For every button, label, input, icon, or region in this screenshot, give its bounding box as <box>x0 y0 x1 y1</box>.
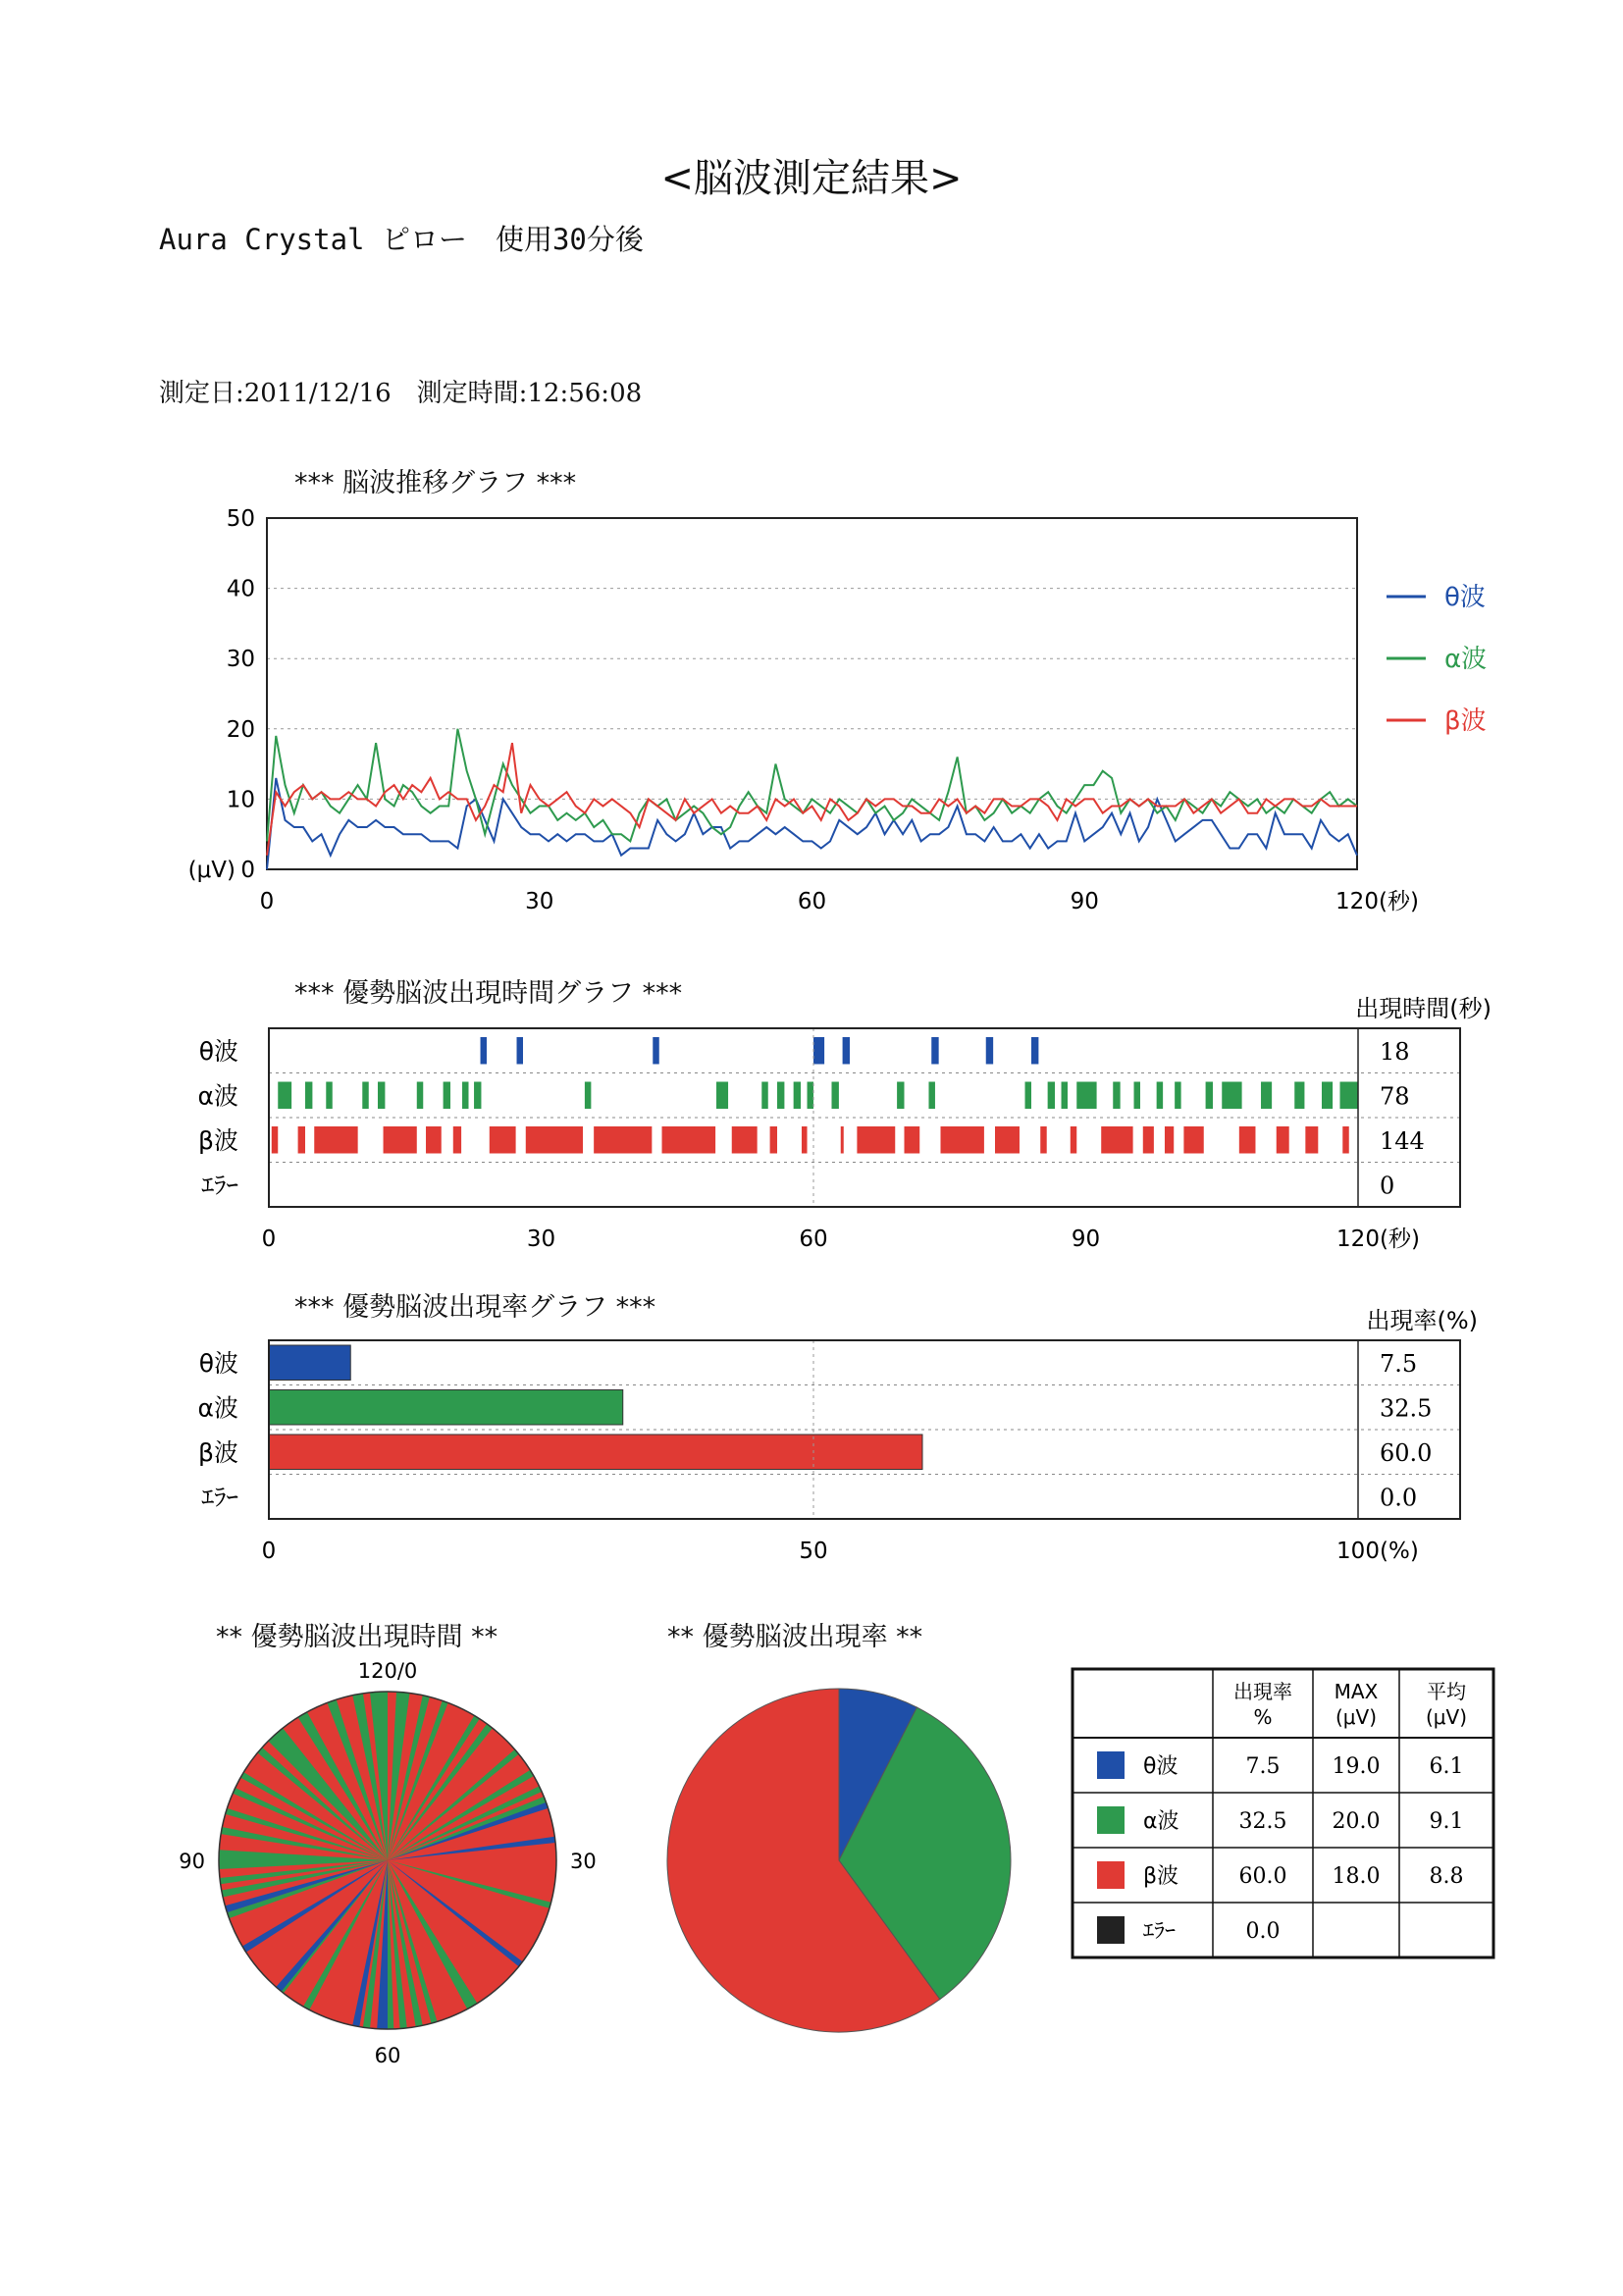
event-segment <box>326 1082 332 1110</box>
event-segment <box>1294 1082 1304 1110</box>
row-label: θ波 <box>1143 1754 1178 1779</box>
table-cell: 8.8 <box>1429 1864 1464 1889</box>
event-segment <box>770 1126 777 1154</box>
event-segment <box>662 1126 716 1154</box>
event-segment <box>417 1082 423 1110</box>
plot-frame <box>267 518 1357 869</box>
column-header: 出現時間(秒) <box>1355 995 1492 1022</box>
bar-value-label: 7.5 <box>1380 1349 1418 1378</box>
x-axis-label: (秒) <box>1380 1226 1420 1252</box>
row-label: β波 <box>198 1437 238 1467</box>
bar-value-label: 32.5 <box>1380 1394 1433 1423</box>
event-segment <box>986 1037 993 1065</box>
event-segment <box>490 1126 516 1154</box>
column-header: 平均 <box>1427 1680 1466 1703</box>
x-tick-label: 0 <box>259 889 275 914</box>
event-segment <box>1165 1126 1174 1154</box>
event-segment <box>1342 1126 1348 1154</box>
event-segment <box>481 1037 487 1065</box>
table-cell: 60.0 <box>1238 1864 1287 1889</box>
row-label: ｴﾗｰ <box>201 1171 238 1200</box>
rate-pie-title: ** 優勢脳波出現率 ** <box>667 1622 923 1652</box>
x-tick-label: 120 <box>1335 889 1379 914</box>
event-segment <box>841 1126 844 1154</box>
event-segment <box>278 1082 291 1110</box>
event-segment <box>813 1037 824 1065</box>
dominant-wave-time-chart <box>198 995 1492 1252</box>
event-segment <box>761 1082 767 1110</box>
column-header: 出現率 <box>1233 1680 1292 1703</box>
event-segment <box>1239 1126 1256 1154</box>
event-segment <box>1277 1126 1289 1154</box>
row-label: α波 <box>1143 1809 1179 1834</box>
legend-label: β波 <box>1444 706 1487 736</box>
event-segment <box>474 1082 481 1110</box>
event-segment <box>802 1126 808 1154</box>
y-tick-label: 30 <box>226 647 255 673</box>
dominant-wave-rate-pie <box>667 1689 1011 2032</box>
y-tick-label: 50 <box>226 506 255 532</box>
x-tick-label: 0 <box>261 1226 277 1252</box>
event-segment <box>384 1126 417 1154</box>
event-segment <box>794 1082 801 1110</box>
event-segment <box>305 1082 312 1110</box>
page-subtitle: Aura Crystal ピロー 使用30分後 <box>159 223 644 256</box>
row-label: β波 <box>198 1125 238 1155</box>
event-segment <box>453 1126 461 1154</box>
event-segment <box>526 1126 583 1154</box>
x-tick-label: 90 <box>1070 889 1099 914</box>
table-cell: 32.5 <box>1238 1809 1287 1834</box>
row-label: ｴﾗｰ <box>1143 1919 1177 1944</box>
x-tick-label: 50 <box>799 1539 828 1564</box>
bar-chart-title: *** 優勢脳波出現率グラフ *** <box>294 1292 656 1323</box>
event-segment <box>272 1126 278 1154</box>
clock-label-right: 30 <box>570 1850 597 1873</box>
event-segment <box>777 1082 784 1110</box>
event-segment <box>905 1126 920 1154</box>
column-header: (μV) <box>1335 1705 1378 1729</box>
event-segment <box>1143 1126 1154 1154</box>
event-segment <box>832 1082 839 1110</box>
x-axis-label: (秒) <box>1379 889 1419 914</box>
row-total: 0 <box>1380 1172 1395 1200</box>
event-segment <box>1031 1037 1038 1065</box>
x-tick-label: 60 <box>799 1226 828 1252</box>
y-tick-label: 20 <box>226 716 255 743</box>
event-segment <box>1134 1082 1140 1110</box>
x-axis-label: (%) <box>1380 1539 1419 1564</box>
event-segment <box>1157 1082 1163 1110</box>
event-segment <box>378 1082 385 1110</box>
y-axis-label: (μV) <box>187 858 236 883</box>
row-label: β波 <box>1143 1864 1179 1889</box>
legend-swatch <box>1097 1751 1125 1779</box>
legend-label: θ波 <box>1444 583 1486 612</box>
event-segment <box>1183 1126 1203 1154</box>
y-tick-label: 10 <box>226 787 255 813</box>
bar <box>269 1435 922 1470</box>
event-segment <box>1175 1082 1180 1110</box>
event-segment <box>1113 1082 1120 1110</box>
event-segment <box>517 1037 523 1065</box>
x-tick-label: 30 <box>526 1226 556 1252</box>
bar <box>269 1345 350 1381</box>
column-header: 出現率(%) <box>1366 1307 1478 1334</box>
series-line-1 <box>267 729 1357 842</box>
event-segment <box>808 1082 813 1110</box>
table-cell: 9.1 <box>1429 1809 1464 1834</box>
row-total: 78 <box>1380 1082 1410 1111</box>
event-segment <box>1076 1082 1096 1110</box>
table-cell: 18.0 <box>1332 1864 1381 1889</box>
x-tick-label: 100 <box>1336 1539 1380 1564</box>
event-segment <box>1048 1082 1055 1110</box>
event-segment <box>1222 1082 1241 1110</box>
line-chart-title: *** 脳波推移グラフ *** <box>294 468 577 498</box>
bar-value-label: 60.0 <box>1380 1438 1433 1467</box>
clock-pie-title: ** 優勢脳波出現時間 ** <box>216 1622 498 1652</box>
event-segment <box>1340 1082 1359 1110</box>
table-cell: 7.5 <box>1245 1754 1281 1779</box>
clock-label-bottom: 60 <box>374 2044 401 2067</box>
event-segment <box>928 1082 934 1110</box>
event-segment <box>314 1126 357 1154</box>
event-segment <box>857 1126 895 1154</box>
row-label: θ波 <box>198 1348 238 1378</box>
y-tick-label: 40 <box>226 576 255 602</box>
event-segment <box>897 1082 904 1110</box>
event-segment <box>931 1037 938 1065</box>
x-tick-label: 120 <box>1336 1226 1380 1252</box>
row-label: θ波 <box>198 1036 238 1066</box>
event-segment <box>995 1126 1020 1154</box>
clock-label-left: 90 <box>179 1850 205 1873</box>
dominant-wave-rate-chart <box>198 1307 1478 1564</box>
y-tick-label: 0 <box>240 858 255 883</box>
event-segment <box>843 1037 850 1065</box>
row-total: 18 <box>1380 1037 1410 1066</box>
table-cell: 20.0 <box>1332 1809 1381 1834</box>
bar-value-label: 0.0 <box>1380 1484 1418 1512</box>
legend-label: α波 <box>1444 645 1488 674</box>
event-segment <box>1062 1082 1068 1110</box>
row-label: α波 <box>197 1393 238 1423</box>
event-segment <box>1261 1082 1272 1110</box>
row-label: ｴﾗｰ <box>201 1483 238 1512</box>
dominant-wave-time-pie <box>179 1659 596 2067</box>
x-tick-label: 30 <box>525 889 554 914</box>
event-segment <box>653 1037 658 1065</box>
event-segment <box>716 1082 728 1110</box>
legend-swatch <box>1097 1916 1125 1944</box>
event-segment <box>1101 1126 1132 1154</box>
event-segment <box>462 1082 468 1110</box>
brainwave-line-chart <box>188 506 1487 914</box>
event-segment <box>362 1082 368 1110</box>
row-label: α波 <box>197 1081 238 1111</box>
event-segment <box>426 1126 442 1154</box>
table-cell: 19.0 <box>1332 1754 1381 1779</box>
event-segment <box>1322 1082 1333 1110</box>
event-segment <box>732 1126 758 1154</box>
page-title: <脳波測定結果> <box>660 156 963 201</box>
legend-swatch <box>1097 1806 1125 1834</box>
measurement-meta: 測定日:2011/12/16 測定時間:12:56:08 <box>159 379 643 408</box>
column-header: % <box>1253 1705 1273 1729</box>
column-header: (μV) <box>1425 1705 1468 1729</box>
x-tick-label: 0 <box>261 1539 277 1564</box>
series-line-0 <box>267 778 1357 869</box>
event-segment <box>1206 1082 1213 1110</box>
column-header: MAX <box>1334 1680 1379 1703</box>
x-tick-label: 90 <box>1071 1226 1101 1252</box>
clock-label-top: 120/0 <box>357 1659 418 1683</box>
event-segment <box>585 1082 591 1110</box>
event-segment <box>1305 1126 1318 1154</box>
event-segment <box>1071 1126 1076 1154</box>
x-tick-label: 60 <box>797 889 827 914</box>
legend-swatch <box>1097 1861 1125 1889</box>
timeline-chart-title: *** 優勢脳波出現時間グラフ *** <box>294 978 683 1009</box>
event-segment <box>444 1082 450 1110</box>
summary-table <box>1073 1669 1493 1957</box>
row-total: 144 <box>1380 1126 1425 1155</box>
table-cell: 6.1 <box>1429 1754 1464 1779</box>
event-segment <box>1025 1082 1031 1110</box>
event-segment <box>941 1126 984 1154</box>
event-segment <box>594 1126 652 1154</box>
event-segment <box>1040 1126 1046 1154</box>
table-cell: 0.0 <box>1245 1919 1281 1944</box>
bar <box>269 1390 623 1426</box>
event-segment <box>298 1126 305 1154</box>
